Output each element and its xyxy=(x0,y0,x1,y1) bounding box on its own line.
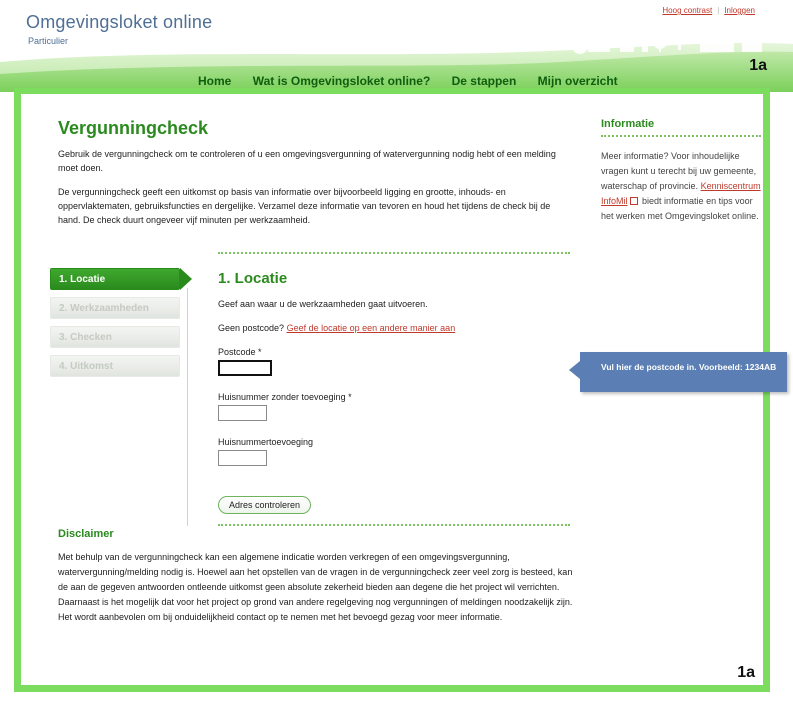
header xyxy=(0,0,793,92)
login-link[interactable]: Inloggen xyxy=(724,6,755,15)
postcode-input[interactable] xyxy=(218,360,272,376)
step-label: 2. Werkzaamheden xyxy=(59,303,149,314)
addition-input[interactable] xyxy=(218,450,267,466)
intro-paragraph-1: Gebruik de vergunningcheck om te controleren of u een omgevingsvergunning of watervergunning nodig hebt of een melding moet doen. xyxy=(58,149,556,173)
info-panel xyxy=(601,118,761,224)
page-title: Vergunningcheck xyxy=(58,118,209,138)
annotation-label-top: 1a xyxy=(749,57,767,74)
form-title: 1. Locatie xyxy=(218,270,288,287)
link-separator: | xyxy=(717,6,720,15)
disclaimer-text: Met behulp van de vergunningcheck kan een algemene indicatie worden verkregen of een omgevingsvergunning, watervergunning/melding nodig is. Hoewel aan het opstellen van de vragen in de vergunningcheck zeer veel zorg is besteed, kan de aan de gegeven antwoorden ontleende uitkomst geen absolute zekerheid bieden aan degene die het project wil verrichten. Daarnaast is het mogelijk dat voor het project op grond van andere regelgeving nog vergunningen of meldingen noodzakelijk zijn. Het wordt aanbevolen om bij onduidelijkheid contact op te nemen met het bevoegd gezag voor meer informatie. xyxy=(58,552,573,622)
step-location[interactable] xyxy=(50,268,180,290)
disclaimer xyxy=(58,528,578,625)
site-subtitle: Particulier xyxy=(28,36,69,46)
nav-home[interactable]: Home xyxy=(198,74,232,88)
step-label: 1. Locatie xyxy=(59,274,106,285)
top-links xyxy=(662,6,755,15)
separator-top xyxy=(218,252,570,254)
no-postcode-text: Geen postcode? xyxy=(218,323,285,333)
site-title[interactable]: Omgevingsloket online xyxy=(26,12,213,32)
step-active-arrow xyxy=(180,268,192,290)
info-text xyxy=(601,149,761,224)
location-form xyxy=(218,270,570,514)
tooltip-pointer xyxy=(569,361,580,379)
postcode-label: Postcode * xyxy=(218,347,262,357)
step-activities xyxy=(50,297,180,319)
step-label: 4. Uitkomst xyxy=(59,361,113,372)
housenumber-label: Huisnummer zonder toevoeging * xyxy=(218,392,352,402)
intro-paragraph-2: De vergunningcheck geeft een uitkomst op basis van informatie over bijvoorbeeld ligging en grootte, inhouds- en oppervlaktematen, gebruiksfuncties en dergelijke. Verzamel deze informatie van tevoren en houd het tijdens de check bij de hand. De check duurt ongeveer vijf minuten per werkzaamheid. xyxy=(58,187,551,225)
high-contrast-link[interactable]: Hoog contrast xyxy=(662,6,713,15)
info-text-before: Meer informatie? Voor inhoudelijke vragen kunt u terecht bij uw gemeente, waterschap of provincie. xyxy=(601,151,757,191)
disclaimer-title: Disclaimer xyxy=(58,528,114,540)
form-intro: Geef aan waar u de werkzaamheden gaat uitvoeren. xyxy=(218,299,428,309)
info-title: Informatie xyxy=(601,118,761,137)
nav-my-overview[interactable]: Mijn overzicht xyxy=(537,74,618,88)
postcode-tooltip xyxy=(580,352,787,392)
infomil-link[interactable]: Kenniscentrum InfoMil xyxy=(601,181,761,206)
annotation-label-bottom: 1a xyxy=(737,664,755,681)
separator-bottom xyxy=(218,524,570,526)
alternative-location-link[interactable]: Geef de locatie op een andere manier aan xyxy=(286,323,456,333)
step-navigation xyxy=(50,268,200,384)
addition-label: Huisnummertoevoeging xyxy=(218,437,314,447)
check-address-button[interactable]: Adres controleren xyxy=(218,496,311,514)
nav-steps[interactable]: De stappen xyxy=(451,74,517,88)
external-link-icon xyxy=(630,197,638,205)
info-text-after: biedt informatie en tips voor het werken met Omgevingsloket online. xyxy=(601,196,759,221)
step-result xyxy=(50,355,180,377)
main-intro xyxy=(58,118,570,237)
main-nav xyxy=(198,74,636,88)
housenumber-input[interactable] xyxy=(218,405,267,421)
no-postcode-line xyxy=(218,323,570,333)
tooltip-text: Vul hier de postcode in. Voorbeeld: 1234AB xyxy=(601,362,777,372)
steps-divider xyxy=(187,288,188,526)
step-check xyxy=(50,326,180,348)
nav-about[interactable]: Wat is Omgevingsloket online? xyxy=(252,74,431,88)
step-label: 3. Checken xyxy=(59,332,112,343)
